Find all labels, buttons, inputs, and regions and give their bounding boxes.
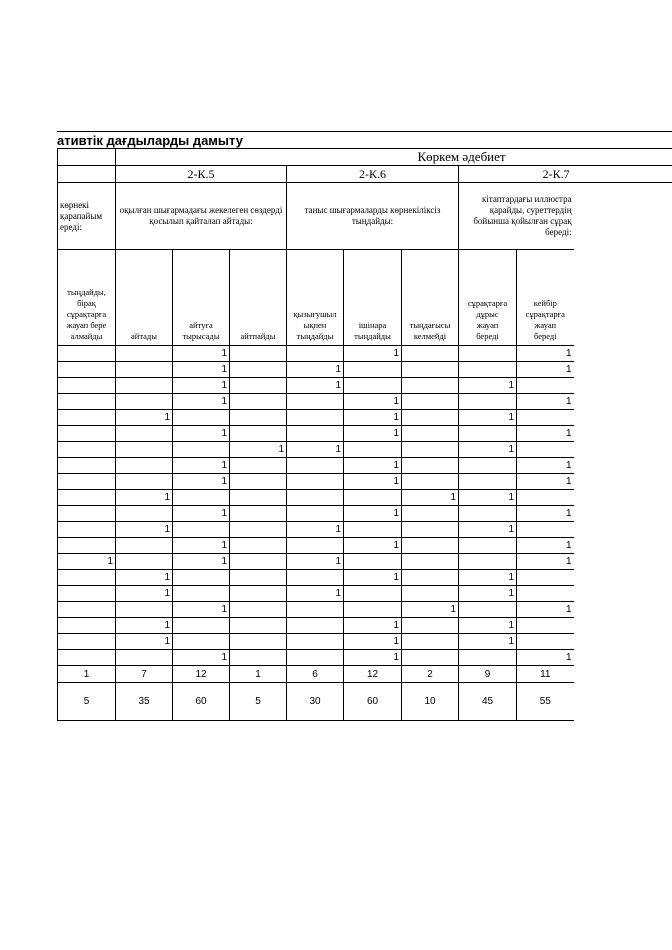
criterion-cell: таныс шығармаларды көрнекіліксіз тыңдайды: <box>287 183 459 250</box>
table-cell <box>459 554 517 570</box>
table-row <box>58 570 574 586</box>
table-cell: 1 <box>459 522 517 538</box>
table-cell: 1 <box>116 570 173 586</box>
table-cell: 1 <box>287 442 344 458</box>
table-row <box>58 378 574 394</box>
table-cell: 1 <box>116 618 173 634</box>
table-cell: 1 <box>116 634 173 650</box>
table-cell <box>58 442 116 458</box>
percent-cell: 5 <box>58 683 116 721</box>
table-cell <box>344 522 402 538</box>
table-cell: 1 <box>173 378 230 394</box>
table-cell <box>173 410 230 426</box>
table-cell: 1 <box>517 474 574 490</box>
table-cell <box>344 378 402 394</box>
table-cell <box>58 634 116 650</box>
table-cell <box>230 522 287 538</box>
table-cell <box>230 490 287 506</box>
table-row <box>58 650 574 666</box>
total-cell: 1 <box>58 666 116 683</box>
table-cell: 1 <box>173 650 230 666</box>
section-header: Көркем әдебиет <box>116 149 574 166</box>
percent-cell: 10 <box>402 683 459 721</box>
table-cell: 1 <box>344 634 402 650</box>
table-row <box>58 506 574 522</box>
table-cell <box>287 570 344 586</box>
table-cell <box>402 394 459 410</box>
table-cell <box>173 442 230 458</box>
table-cell: 1 <box>116 490 173 506</box>
code-2-k6: 2-К.6 <box>287 166 459 183</box>
table-cell <box>402 618 459 634</box>
table-cell <box>58 474 116 490</box>
table-cell <box>116 346 173 362</box>
table-cell <box>402 410 459 426</box>
table-cell <box>402 362 459 378</box>
table-cell <box>402 570 459 586</box>
table-cell <box>230 538 287 554</box>
table-cell <box>58 602 116 618</box>
table-cell <box>344 602 402 618</box>
table-cell <box>230 634 287 650</box>
table-cell: 1 <box>517 346 574 362</box>
table-row <box>58 426 574 442</box>
total-cell: 12 <box>173 666 230 683</box>
table-cell <box>230 362 287 378</box>
table-cell <box>116 474 173 490</box>
table-cell: 1 <box>517 538 574 554</box>
table-cell <box>402 474 459 490</box>
column-header: қызығушыл ықпен тыңдайды <box>287 250 344 346</box>
header-rule <box>573 148 672 149</box>
table-cell: 1 <box>173 394 230 410</box>
table-cell <box>459 602 517 618</box>
section-blank-cell <box>58 149 116 166</box>
table-cell <box>517 410 574 426</box>
table-cell <box>344 442 402 458</box>
table-cell: 1 <box>344 394 402 410</box>
table-cell <box>459 650 517 666</box>
table-cell <box>230 554 287 570</box>
table-cell <box>230 650 287 666</box>
table-cell <box>517 618 574 634</box>
table-cell: 1 <box>230 442 287 458</box>
table-cell: 1 <box>517 506 574 522</box>
table-cell <box>517 378 574 394</box>
table-cell <box>459 426 517 442</box>
table-cell: 1 <box>287 362 344 378</box>
table-cell: 1 <box>173 346 230 362</box>
table-cell <box>58 506 116 522</box>
table-cell <box>287 410 344 426</box>
table-cell <box>58 426 116 442</box>
table-cell <box>287 538 344 554</box>
table-row <box>58 362 574 378</box>
table-cell <box>402 506 459 522</box>
table-cell <box>402 554 459 570</box>
table-row <box>58 586 574 602</box>
table-cell: 1 <box>287 378 344 394</box>
total-cell: 12 <box>344 666 402 683</box>
table-cell: 1 <box>344 538 402 554</box>
table-cell: 1 <box>173 426 230 442</box>
table-cell <box>287 618 344 634</box>
table-cell: 1 <box>402 490 459 506</box>
total-cell: 6 <box>287 666 344 683</box>
criterion-cell: кітаптардағы иллюстра қарайды, суреттердің бойынша қойылған сұрақ береді: <box>459 183 574 250</box>
table-cell: 1 <box>517 394 574 410</box>
table-cell <box>58 410 116 426</box>
table-cell <box>58 394 116 410</box>
table-cell <box>230 570 287 586</box>
table-cell <box>116 362 173 378</box>
code-blank-cell <box>58 166 116 183</box>
table-cell: 1 <box>344 570 402 586</box>
table-row <box>58 538 574 554</box>
table-cell <box>58 378 116 394</box>
table-cell <box>402 426 459 442</box>
table-row <box>58 522 574 538</box>
table-row <box>58 602 574 618</box>
table-cell <box>517 522 574 538</box>
table-cell: 1 <box>517 602 574 618</box>
percent-cell: 45 <box>459 683 517 721</box>
table-cell <box>459 538 517 554</box>
table-cell <box>287 602 344 618</box>
table-cell <box>173 618 230 634</box>
table-cell <box>402 442 459 458</box>
criterion-cell: көрнекі қарапайым ереді: <box>58 183 116 250</box>
table-cell: 1 <box>173 474 230 490</box>
table-cell <box>287 346 344 362</box>
table-row <box>58 410 574 426</box>
table-cell <box>116 554 173 570</box>
code-2-k5: 2-К.5 <box>116 166 287 183</box>
table-cell <box>116 426 173 442</box>
table-cell <box>287 426 344 442</box>
table-cell <box>116 378 173 394</box>
table-cell <box>173 586 230 602</box>
column-header: ішінара тыңдайды <box>344 250 402 346</box>
table-cell: 1 <box>517 426 574 442</box>
table-cell <box>287 490 344 506</box>
table-cell <box>402 634 459 650</box>
table-cell <box>402 586 459 602</box>
table-cell <box>459 506 517 522</box>
table-row <box>58 442 574 458</box>
table-cell: 1 <box>459 442 517 458</box>
percent-cell: 5 <box>230 683 287 721</box>
table-cell <box>402 522 459 538</box>
table-cell <box>459 474 517 490</box>
table-cell <box>402 650 459 666</box>
table-cell <box>459 394 517 410</box>
percent-cell: 55 <box>517 683 574 721</box>
table-cell <box>230 474 287 490</box>
table-cell <box>402 538 459 554</box>
table-cell: 1 <box>287 554 344 570</box>
table-cell <box>116 442 173 458</box>
total-cell: 11 <box>517 666 574 683</box>
total-cell: 1 <box>230 666 287 683</box>
table-cell <box>344 554 402 570</box>
table-row <box>58 474 574 490</box>
table-row <box>58 618 574 634</box>
table-cell <box>173 522 230 538</box>
column-header: айтпайды <box>230 250 287 346</box>
table-cell: 1 <box>344 618 402 634</box>
table-cell <box>173 570 230 586</box>
table-cell <box>344 586 402 602</box>
table-cell <box>58 538 116 554</box>
table-cell: 1 <box>344 410 402 426</box>
percent-cell: 60 <box>344 683 402 721</box>
table-cell <box>459 346 517 362</box>
column-header: тыңдайды, бірақ сұрақтарға жауап бере алмайды <box>58 250 116 346</box>
table-cell <box>58 618 116 634</box>
table-cell <box>287 634 344 650</box>
table-cell: 1 <box>173 538 230 554</box>
percent-cell: 30 <box>287 683 344 721</box>
table-cell: 1 <box>173 362 230 378</box>
table-cell <box>287 474 344 490</box>
table-cell <box>230 586 287 602</box>
table-cell <box>517 570 574 586</box>
percent-cell: 35 <box>116 683 173 721</box>
table-cell <box>230 346 287 362</box>
table-cell: 1 <box>116 410 173 426</box>
table-cell <box>402 346 459 362</box>
table-cell: 1 <box>173 602 230 618</box>
table-cell <box>517 490 574 506</box>
column-header: айтуға тырысады <box>173 250 230 346</box>
table-row <box>58 634 574 650</box>
table-cell: 1 <box>459 570 517 586</box>
table-cell: 1 <box>116 522 173 538</box>
table-cell <box>116 458 173 474</box>
table-cell <box>287 394 344 410</box>
table-cell <box>230 378 287 394</box>
table-cell <box>58 650 116 666</box>
column-header: сұрақтарға дұрыс жауап береді <box>459 250 517 346</box>
table-cell: 1 <box>517 458 574 474</box>
total-cell: 2 <box>402 666 459 683</box>
table-cell: 1 <box>173 554 230 570</box>
table-cell <box>58 458 116 474</box>
code-2-k7: 2-К.7 <box>459 166 574 183</box>
table-cell <box>58 362 116 378</box>
total-cell: 9 <box>459 666 517 683</box>
table-cell <box>517 442 574 458</box>
table-cell <box>230 394 287 410</box>
criterion-cell: оқылған шығармадағы жекелеген сөздерді қосылып қайталап айтады: <box>116 183 287 250</box>
header-rule <box>573 182 672 183</box>
table-row <box>58 394 574 410</box>
table-row <box>58 458 574 474</box>
table-cell <box>58 522 116 538</box>
table-cell: 1 <box>287 586 344 602</box>
percent-row <box>58 683 574 721</box>
table-cell <box>459 458 517 474</box>
table-cell: 1 <box>344 474 402 490</box>
table-cell <box>116 602 173 618</box>
table-cell: 1 <box>344 346 402 362</box>
table-cell <box>287 650 344 666</box>
column-header: кейбір сұрақтарға жауап береді <box>517 250 574 346</box>
table-cell <box>230 426 287 442</box>
table-cell: 1 <box>517 650 574 666</box>
table-cell: 1 <box>402 602 459 618</box>
table-cell <box>116 538 173 554</box>
table-cell <box>287 506 344 522</box>
table-cell <box>230 602 287 618</box>
table-cell <box>344 490 402 506</box>
table-cell: 1 <box>287 522 344 538</box>
table-row <box>58 490 574 506</box>
table-cell: 1 <box>344 650 402 666</box>
table-cell: 1 <box>344 506 402 522</box>
table-title: ативтік дағдыларды дамыту <box>57 131 672 148</box>
percent-cell: 60 <box>173 683 230 721</box>
table-cell <box>58 490 116 506</box>
table-cell <box>459 362 517 378</box>
table-cell <box>230 506 287 522</box>
table-cell <box>230 618 287 634</box>
column-header: тыңдағысы келмейді <box>402 250 459 346</box>
table-cell <box>116 506 173 522</box>
table-cell <box>402 378 459 394</box>
table-cell <box>230 458 287 474</box>
table-cell <box>517 586 574 602</box>
table-cell <box>58 586 116 602</box>
totals-row <box>58 666 574 683</box>
table-cell <box>173 634 230 650</box>
table-cell <box>402 458 459 474</box>
table-cell <box>173 490 230 506</box>
table-cell: 1 <box>173 506 230 522</box>
table-cell: 1 <box>344 426 402 442</box>
table-row <box>58 554 574 570</box>
table-cell <box>517 634 574 650</box>
table-cell: 1 <box>459 490 517 506</box>
table-cell: 1 <box>459 618 517 634</box>
table-cell <box>287 458 344 474</box>
table-cell: 1 <box>116 586 173 602</box>
table-cell <box>58 346 116 362</box>
table-cell <box>230 410 287 426</box>
table-cell <box>344 362 402 378</box>
table-cell <box>116 650 173 666</box>
table-cell: 1 <box>459 634 517 650</box>
header-rule <box>573 165 672 166</box>
table-cell: 1 <box>459 410 517 426</box>
table-cell <box>58 570 116 586</box>
total-cell: 7 <box>116 666 173 683</box>
table-cell <box>116 394 173 410</box>
table-row <box>58 346 574 362</box>
table-cell: 1 <box>517 554 574 570</box>
assessment-table <box>57 148 574 721</box>
table-cell: 1 <box>344 458 402 474</box>
column-header: айтады <box>116 250 173 346</box>
table-cell: 1 <box>517 362 574 378</box>
table-cell: 1 <box>459 378 517 394</box>
table-cell: 1 <box>58 554 116 570</box>
table-cell: 1 <box>459 586 517 602</box>
table-cell: 1 <box>173 458 230 474</box>
